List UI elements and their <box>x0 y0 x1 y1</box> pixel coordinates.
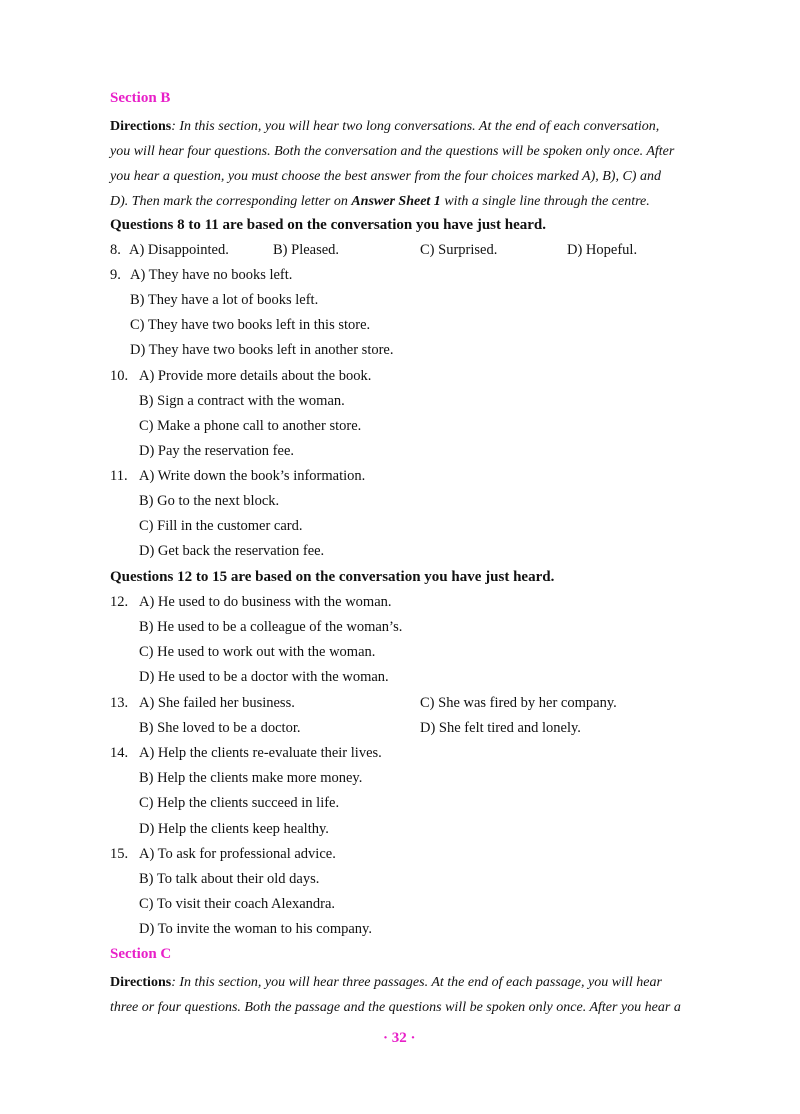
directions-line-1: Directions: In this section, you will hear two long conversations. At the end of each conversation, <box>110 119 660 134</box>
group-2-heading: Questions 12 to 15 are based on the conversation you have just heard. <box>110 569 555 585</box>
q13-option-b: B) She loved to be a doctor. <box>139 720 301 736</box>
q10-option-d: D) Pay the reservation fee. <box>139 443 295 459</box>
q10-number: 10. <box>110 368 129 384</box>
q14-option-b: B) Help the clients make more money. <box>139 770 363 786</box>
q11-number: 11. <box>110 468 128 484</box>
q13-option-c: C) She was fired by her company. <box>420 695 617 711</box>
q10-option-b: B) Sign a contract with the woman. <box>139 393 345 409</box>
q12-number: 12. <box>110 594 129 610</box>
group-1-heading: Questions 8 to 11 are based on the conversation you have just heard. <box>110 217 546 233</box>
q15-option-b: B) To talk about their old days. <box>139 871 320 887</box>
q15-option-d: D) To invite the woman to his company. <box>139 921 372 937</box>
q13-number: 13. <box>110 695 129 711</box>
c-directions-line-1: Directions: In this section, you will hear three passages. At the end of each passage, you will hear <box>110 975 662 990</box>
q9-number: 9. <box>110 267 121 283</box>
q8-option-c: C) Surprised. <box>420 242 498 258</box>
directions-label: Directions <box>110 119 172 134</box>
q13-option-d: D) She felt tired and lonely. <box>420 720 581 736</box>
q10-option-c: C) Make a phone call to another store. <box>139 418 362 434</box>
q11-option-a: A) Write down the book’s information. <box>139 468 366 484</box>
directions-line-2: you will hear four questions. Both the conversation and the questions will be spoken only once. After <box>110 144 675 159</box>
section-b-directions <box>110 114 674 214</box>
c-directions-label: Directions <box>110 975 172 990</box>
q11-option-d: D) Get back the reservation fee. <box>139 543 325 559</box>
q14-number: 14. <box>110 745 129 761</box>
section-b-title: Section B <box>110 90 171 106</box>
directions-line-4: D). Then mark the corresponding letter on Answer Sheet 1 with a single line through the centre. <box>110 194 650 209</box>
section-c-directions <box>110 970 681 1020</box>
q8-number: 8. <box>110 242 121 258</box>
q11-option-b: B) Go to the next block. <box>139 493 280 509</box>
q14-option-d: D) Help the clients keep healthy. <box>139 821 329 837</box>
q12-option-b: B) He used to be a colleague of the woman’s. <box>139 619 403 635</box>
q8-option-d: D) Hopeful. <box>567 242 638 258</box>
q13-option-a: A) She failed her business. <box>139 695 295 711</box>
q8-option-a: A) Disappointed. <box>129 242 229 258</box>
q10-option-a: A) Provide more details about the book. <box>139 368 372 384</box>
directions-line-3: you hear a question, you must choose the best answer from the four choices marked A), B), C) and <box>110 169 661 184</box>
q11-option-c: C) Fill in the customer card. <box>139 518 303 534</box>
q12-option-c: C) He used to work out with the woman. <box>139 644 376 660</box>
q12-option-a: A) He used to do business with the woman. <box>139 594 392 610</box>
q15-option-a: A) To ask for professional advice. <box>139 846 336 862</box>
q9-option-d: D) They have two books left in another store. <box>130 342 394 358</box>
page-number: · 32 · <box>383 1030 416 1046</box>
c-directions-line-2: three or four questions. Both the passage and the questions will be spoken only once. After you hear a <box>110 1000 681 1015</box>
q14-option-a: A) Help the clients re-evaluate their lives. <box>139 745 382 761</box>
q9-option-b: B) They have a lot of books left. <box>130 292 319 308</box>
section-c-title: Section C <box>110 946 172 962</box>
q14-option-c: C) Help the clients succeed in life. <box>139 795 340 811</box>
answer-sheet-label: Answer Sheet 1 <box>351 194 441 209</box>
q15-option-c: C) To visit their coach Alexandra. <box>139 896 336 912</box>
q8-option-b: B) Pleased. <box>273 242 340 258</box>
q9-option-a: A) They have no books left. <box>130 267 293 283</box>
q15-number: 15. <box>110 846 129 862</box>
q9-option-c: C) They have two books left in this store. <box>130 317 371 333</box>
q12-option-d: D) He used to be a doctor with the woman. <box>139 669 389 685</box>
